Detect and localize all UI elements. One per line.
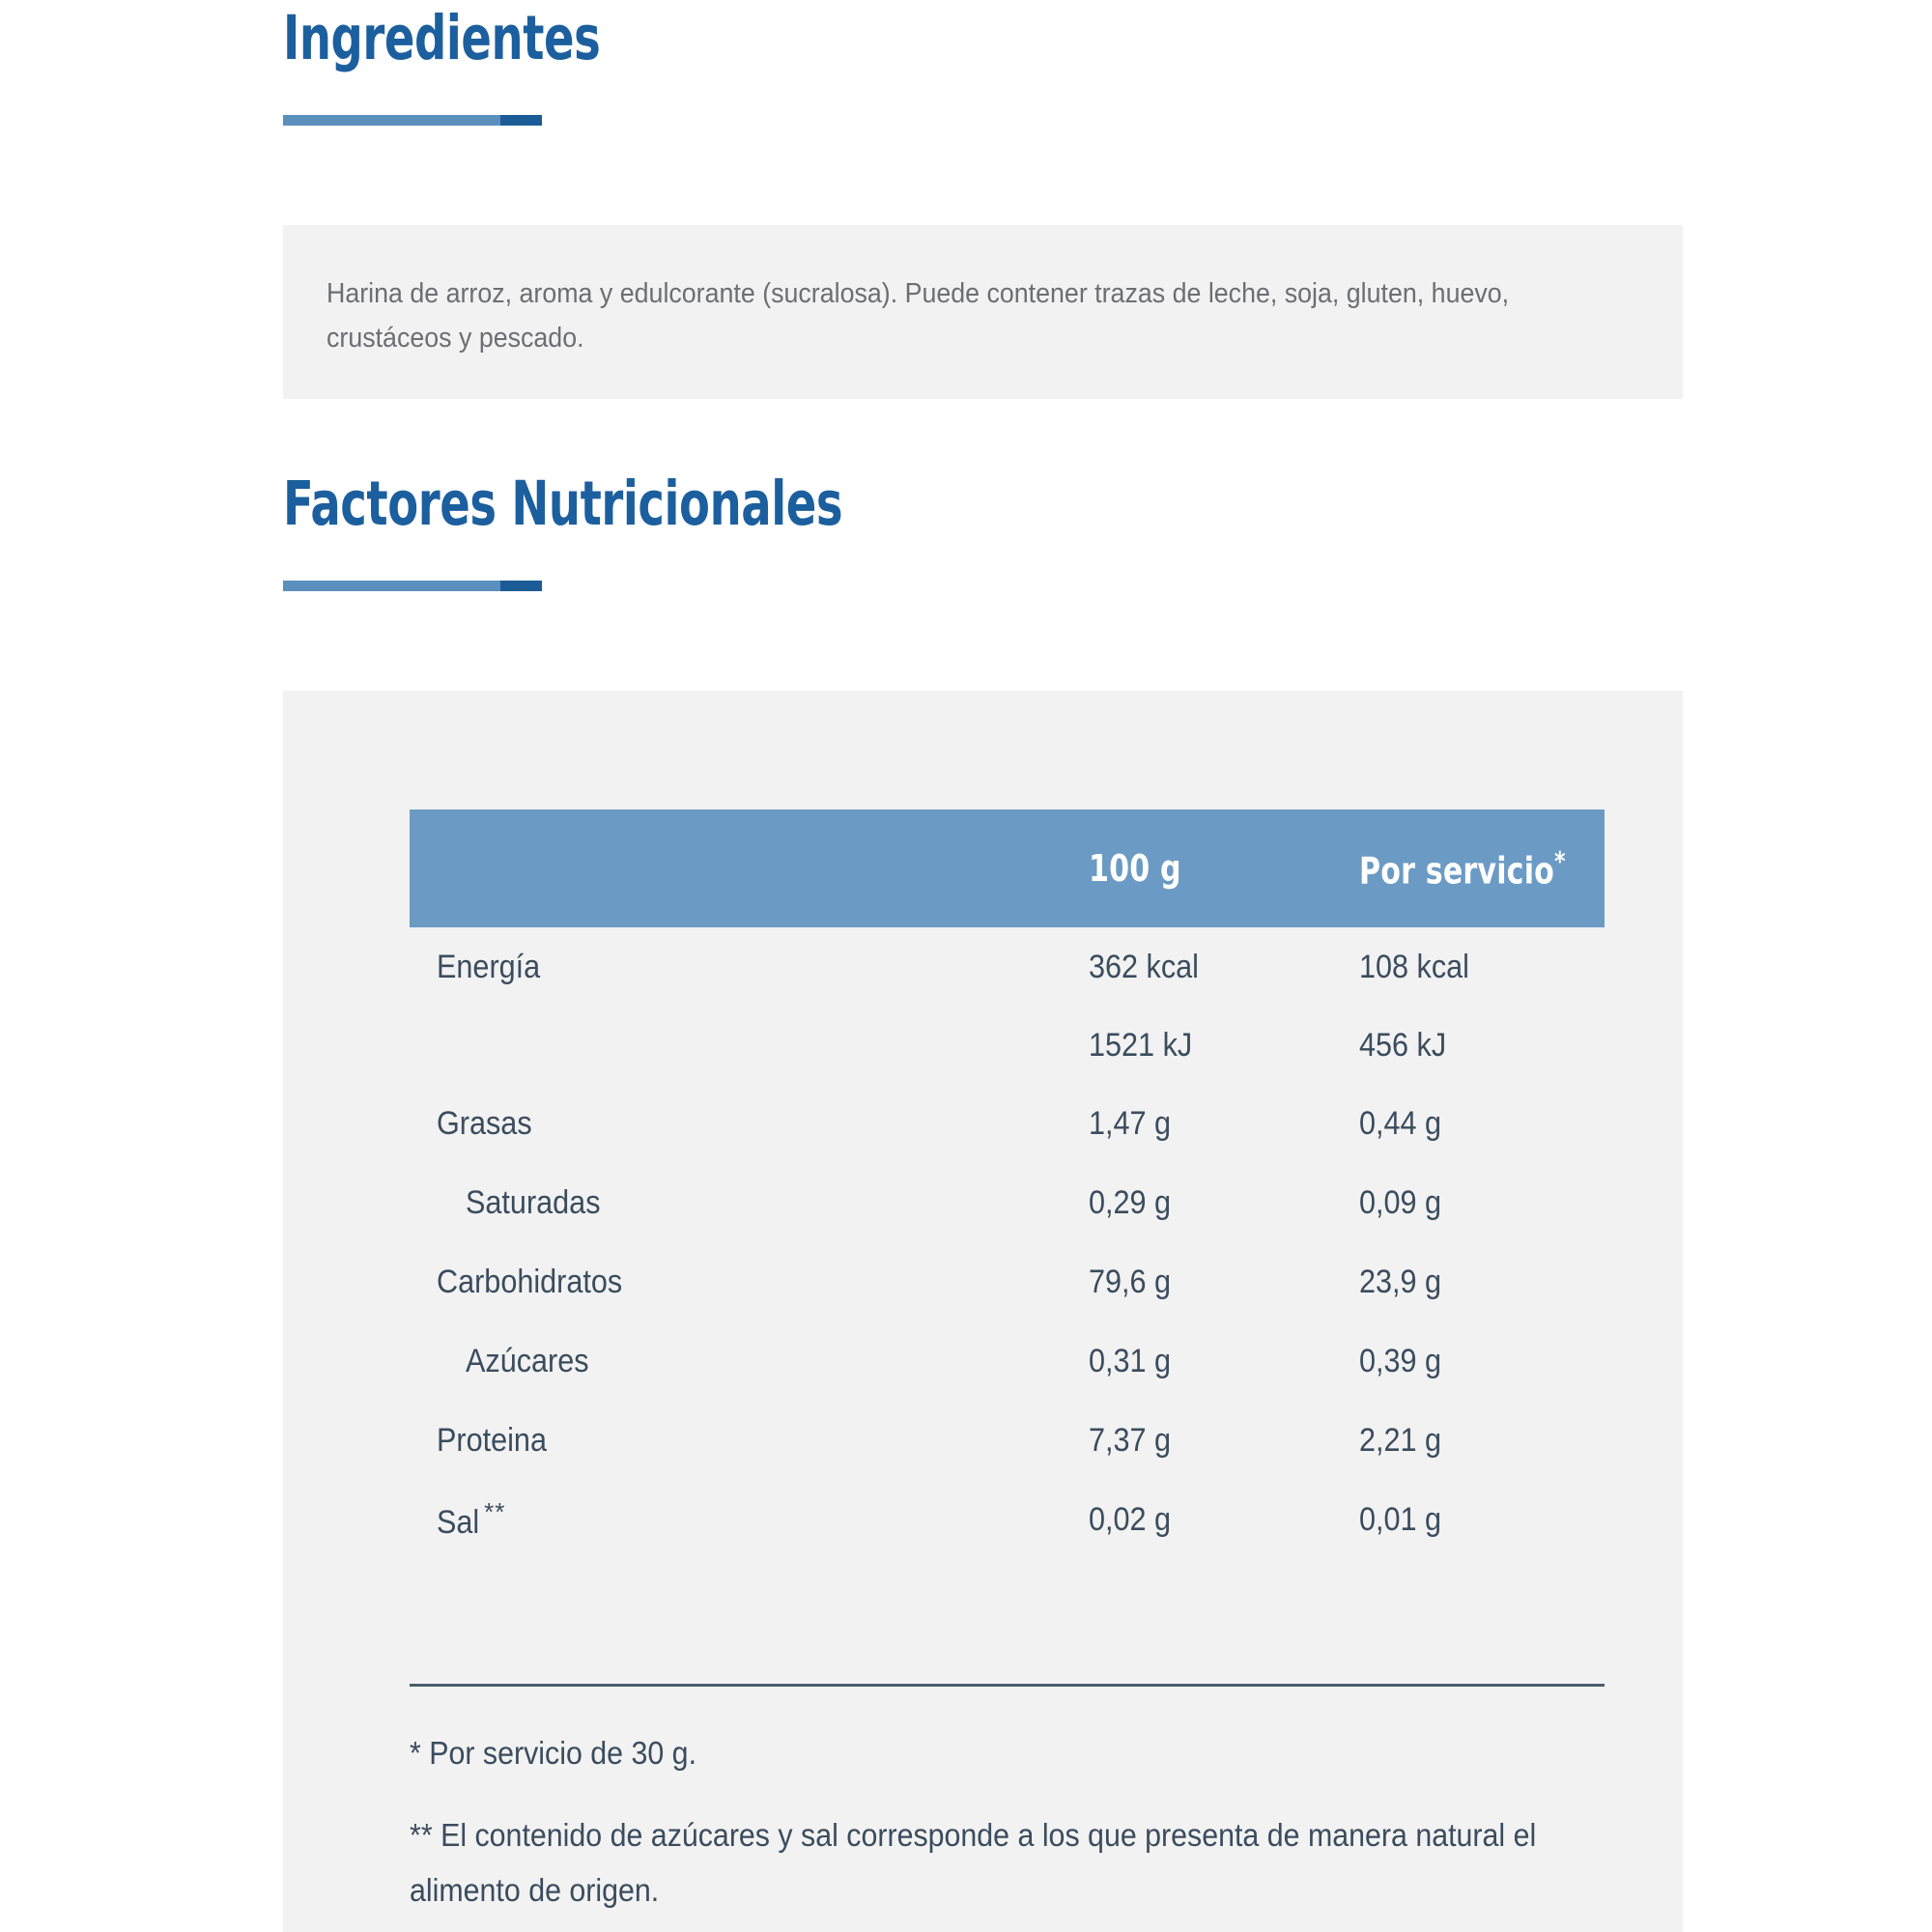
value-per-serving-cell (1324, 1007, 1605, 1084)
value-per-100g: 7,37 g (1089, 1421, 1172, 1459)
nutrition-table-wrapper (410, 810, 1605, 1559)
nutrient-name: Energía (437, 948, 541, 985)
value-per-serving: 0,09 g (1359, 1183, 1442, 1221)
value-per-serving: 0,01 g (1359, 1500, 1442, 1538)
column-header-per-100g-label: 100 g (1089, 847, 1181, 890)
value-per-serving-cell (1324, 1321, 1605, 1401)
nutrition-table (410, 810, 1605, 1559)
value-per-100g-cell (1054, 1007, 1324, 1084)
value-per-serving-cell (1324, 1242, 1605, 1321)
value-per-serving: 108 kcal (1359, 948, 1469, 985)
divider-segment-light (283, 581, 500, 591)
divider-segment-dark (500, 581, 542, 591)
nutrient-name-cell (410, 1007, 1054, 1084)
factores-nutricionales-heading: Factores Nutricionales (283, 469, 843, 539)
table-row (410, 1084, 1605, 1163)
factores-nutricionales-section-header (283, 469, 965, 591)
table-row (410, 1401, 1605, 1480)
footnote-sugars-salt: ** El contenido de azúcares y sal corresponde a los que presenta de manera natural el alimento de origen. (410, 1816, 1537, 1908)
ingredientes-heading-divider (283, 115, 542, 126)
column-header-per-serving-label (1359, 845, 1566, 893)
nutrient-name-cell (410, 1401, 1054, 1480)
value-per-100g: 1521 kJ (1089, 1026, 1193, 1064)
value-per-100g-cell (1054, 1084, 1324, 1163)
ingredientes-panel (283, 225, 1683, 399)
nutrient-name: Carbohidratos (437, 1263, 623, 1300)
value-per-serving: 456 kJ (1359, 1026, 1447, 1064)
value-per-100g-cell (1054, 1401, 1324, 1480)
table-row (410, 1480, 1605, 1559)
value-per-100g: 79,6 g (1089, 1263, 1172, 1300)
nutrition-table-head (410, 810, 1605, 927)
value-per-serving-cell (1324, 927, 1605, 1007)
nutrition-table-bottom-rule (410, 1684, 1605, 1687)
footnote-serving-size: * Por servicio de 30 g. (410, 1735, 697, 1771)
value-per-100g: 0,29 g (1089, 1183, 1172, 1221)
value-per-100g: 1,47 g (1089, 1104, 1172, 1142)
nutrient-name: Proteina (437, 1421, 547, 1459)
value-per-serving: 0,39 g (1359, 1342, 1442, 1379)
table-row (410, 1321, 1605, 1401)
divider-segment-light (283, 115, 500, 126)
ingredientes-heading: Ingredientes (283, 3, 601, 73)
table-row (410, 1242, 1605, 1321)
nutrient-name-cell (410, 1480, 1054, 1559)
value-per-100g-cell (1054, 927, 1324, 1007)
value-per-serving: 23,9 g (1359, 1263, 1442, 1300)
divider-segment-dark (500, 115, 542, 126)
nutrient-name-cell (410, 927, 1054, 1007)
value-per-100g-cell (1054, 1242, 1324, 1321)
factores-heading-divider (283, 581, 542, 591)
value-per-serving: 0,44 g (1359, 1104, 1442, 1142)
value-per-serving-cell (1324, 1401, 1605, 1480)
value-per-serving-cell (1324, 1163, 1605, 1242)
nutrient-name: Grasas (437, 1104, 532, 1142)
nutrient-name-cell (410, 1242, 1054, 1321)
value-per-100g-cell (1054, 1480, 1324, 1559)
nutrient-name: Sal (437, 1503, 480, 1541)
nutrition-table-body (410, 927, 1605, 1559)
nutrient-name-cell (410, 1321, 1054, 1401)
column-header-nutrient (410, 810, 1054, 927)
table-row (410, 927, 1605, 1007)
nutrition-footnotes (410, 1726, 1607, 1918)
table-row (410, 1007, 1605, 1084)
value-per-100g: 0,31 g (1089, 1342, 1172, 1379)
table-row (410, 1163, 1605, 1242)
ingredientes-text: Harina de arroz, aroma y edulcorante (sucralosa). Puede contener trazas de leche, soja, gluten, huevo, crustáceos y pescado. (327, 278, 1510, 355)
value-per-100g-cell (1054, 1163, 1324, 1242)
value-per-serving-cell (1324, 1480, 1605, 1559)
nutrient-name: Saturadas (466, 1183, 601, 1221)
value-per-100g-cell (1054, 1321, 1324, 1401)
column-header-per-100g (1054, 810, 1324, 927)
ingredientes-section-header (283, 3, 670, 126)
value-per-serving-cell (1324, 1084, 1605, 1163)
nutrient-footnote-marker: ** (484, 1497, 506, 1527)
factores-nutricionales-panel (283, 691, 1683, 1932)
value-per-100g: 362 kcal (1089, 948, 1199, 985)
value-per-100g: 0,02 g (1089, 1500, 1172, 1538)
nutrient-name-cell (410, 1163, 1054, 1242)
nutrient-name: Azúcares (466, 1342, 589, 1379)
value-per-serving: 2,21 g (1359, 1421, 1442, 1459)
per-serving-footnote-marker: * (1554, 844, 1566, 877)
per-serving-text: Por servicio (1359, 849, 1555, 893)
nutrient-name-cell (410, 1084, 1054, 1163)
table-header-row (410, 810, 1605, 927)
column-header-per-serving (1324, 810, 1605, 927)
